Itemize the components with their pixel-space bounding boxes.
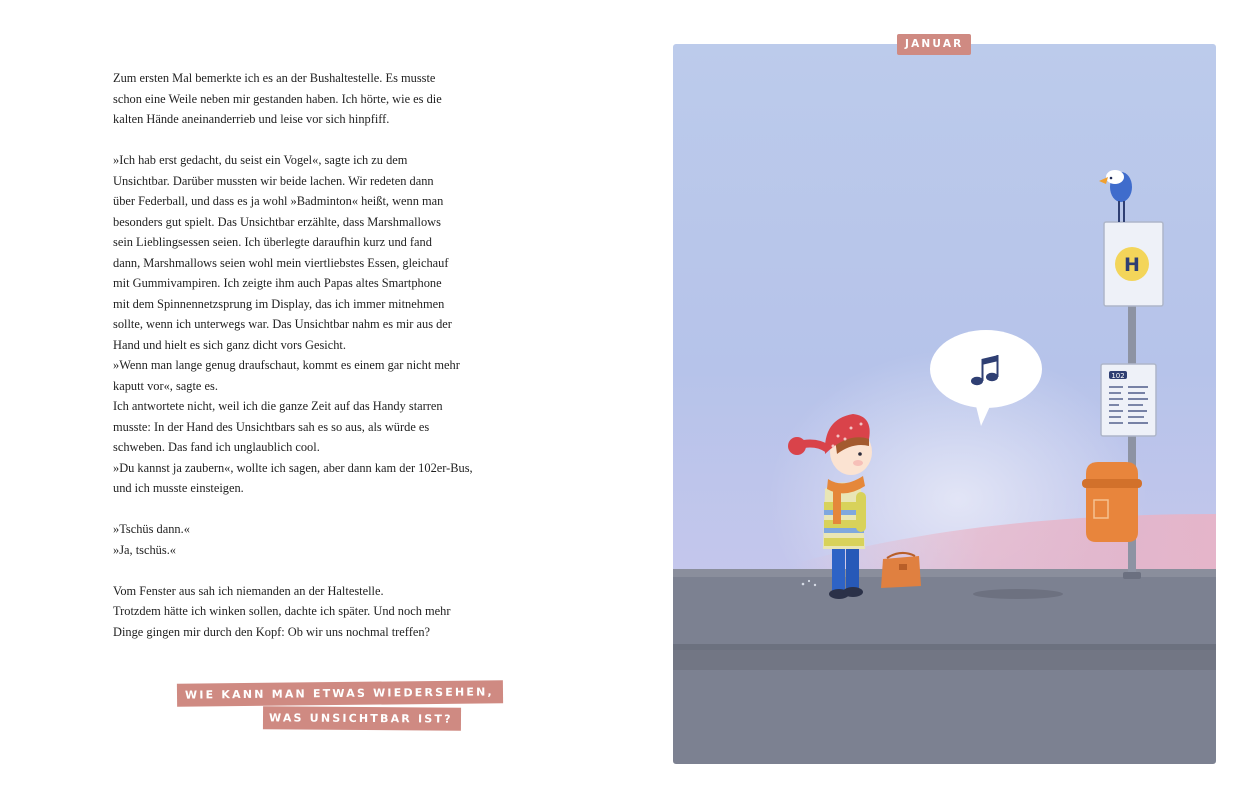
paragraph-gap	[113, 130, 533, 151]
text-line: sein Lieblingsessen seien. Ich überlegte daraufhin kurz und fand	[113, 235, 432, 249]
text-line: »Wenn man lange genug draufschaut, kommt es einem gar nicht mehr	[113, 358, 460, 372]
story-paragraph-4	[113, 581, 533, 643]
bus-stop-sign-letter: H	[1124, 254, 1140, 276]
text-line: sollte, wenn ich unterwegs war. Das Unsichtbar nahm es mir aus der	[113, 317, 452, 331]
text-line: schweben. Das fand ich unglaublich cool.	[113, 440, 320, 454]
paragraph-gap	[113, 499, 533, 520]
text-line: Trotzdem hätte ich winken sollen, dachte ich später. Und noch mehr	[113, 604, 451, 618]
story-paragraph-1	[113, 68, 533, 130]
month-label: JANUAR	[897, 34, 971, 55]
pole-base	[1123, 572, 1141, 579]
text-line: Unsichtbar. Darüber mussten wir beide lachen. Wir redeten dann	[113, 173, 434, 188]
shadow	[973, 589, 1063, 599]
text-line: Zum ersten Mal bemerkte ich es an der Bushaltestelle. Es musste	[113, 71, 436, 85]
text-line: dann, Marshmallows seien wohl mein viertliebstes Essen, gleichauf	[113, 255, 449, 270]
text-line: musste: In der Hand des Unsichtbars sah es so aus, als würde es	[113, 419, 430, 434]
text-line: kalten Hände aneinanderrieb und leise vor sich hinpfiff.	[113, 112, 390, 126]
story-text	[113, 68, 533, 642]
story-paragraph-2	[113, 150, 533, 499]
text-line: Dinge gingen mir durch den Kopf: Ob wir uns nochmal treffen?	[113, 624, 431, 639]
text-line: Hand und hielt es sich ganz dicht vors Gesicht.	[113, 337, 346, 352]
text-line: Vom Fenster aus sah ich niemanden an der Haltestelle.	[113, 583, 384, 598]
trash-bin	[1082, 462, 1142, 542]
text-line: »Ich hab erst gedacht, du seist ein Vogel«, sagte ich zu dem	[113, 153, 408, 167]
timetable-route-number: 102	[1111, 372, 1125, 380]
text-line: Ich antwortete nicht, weil ich die ganze Zeit auf das Handy starren	[113, 399, 443, 413]
curb-line	[673, 644, 1216, 650]
illustration-canvas	[673, 44, 1216, 764]
text-line: »Ja, tschüs.«	[113, 542, 176, 557]
text-line: schon eine Weile neben mir gestanden haben. Ich hörte, wie es die	[113, 91, 442, 106]
paragraph-gap	[113, 560, 533, 581]
curb	[673, 650, 1216, 670]
bus-stop-sign	[1104, 222, 1163, 306]
question-label-line-2: WAS UNSICHTBAR IST?	[263, 706, 461, 730]
timetable-board	[1101, 364, 1156, 436]
text-line: mit Gummivampiren. Ich zeigte ihm auch Papas altes Smartphone	[113, 276, 442, 290]
text-line: »Du kannst ja zaubern«, wollte ich sagen, aber dann kam der 102er-Bus,	[113, 460, 473, 475]
text-line: über Federball, und dass es ja wohl »Badminton« heißt, wenn man	[113, 194, 444, 208]
text-line: »Tschüs dann.«	[113, 522, 190, 536]
text-line: und ich musste einsteigen.	[113, 481, 244, 495]
text-line: mit dem Spinnennetzsprung im Display, das ich immer mitnehmen	[113, 296, 445, 311]
question-label-line-1: WIE KANN MAN ETWAS WIEDERSEHEN,	[177, 680, 503, 706]
bus-stop-illustration	[673, 44, 1216, 764]
text-line: besonders gut spielt. Das Unsichtbar erzählte, dass Marshmallows	[113, 214, 441, 229]
story-paragraph-3	[113, 519, 533, 560]
text-line: kaputt vor«, sagte es.	[113, 378, 218, 393]
